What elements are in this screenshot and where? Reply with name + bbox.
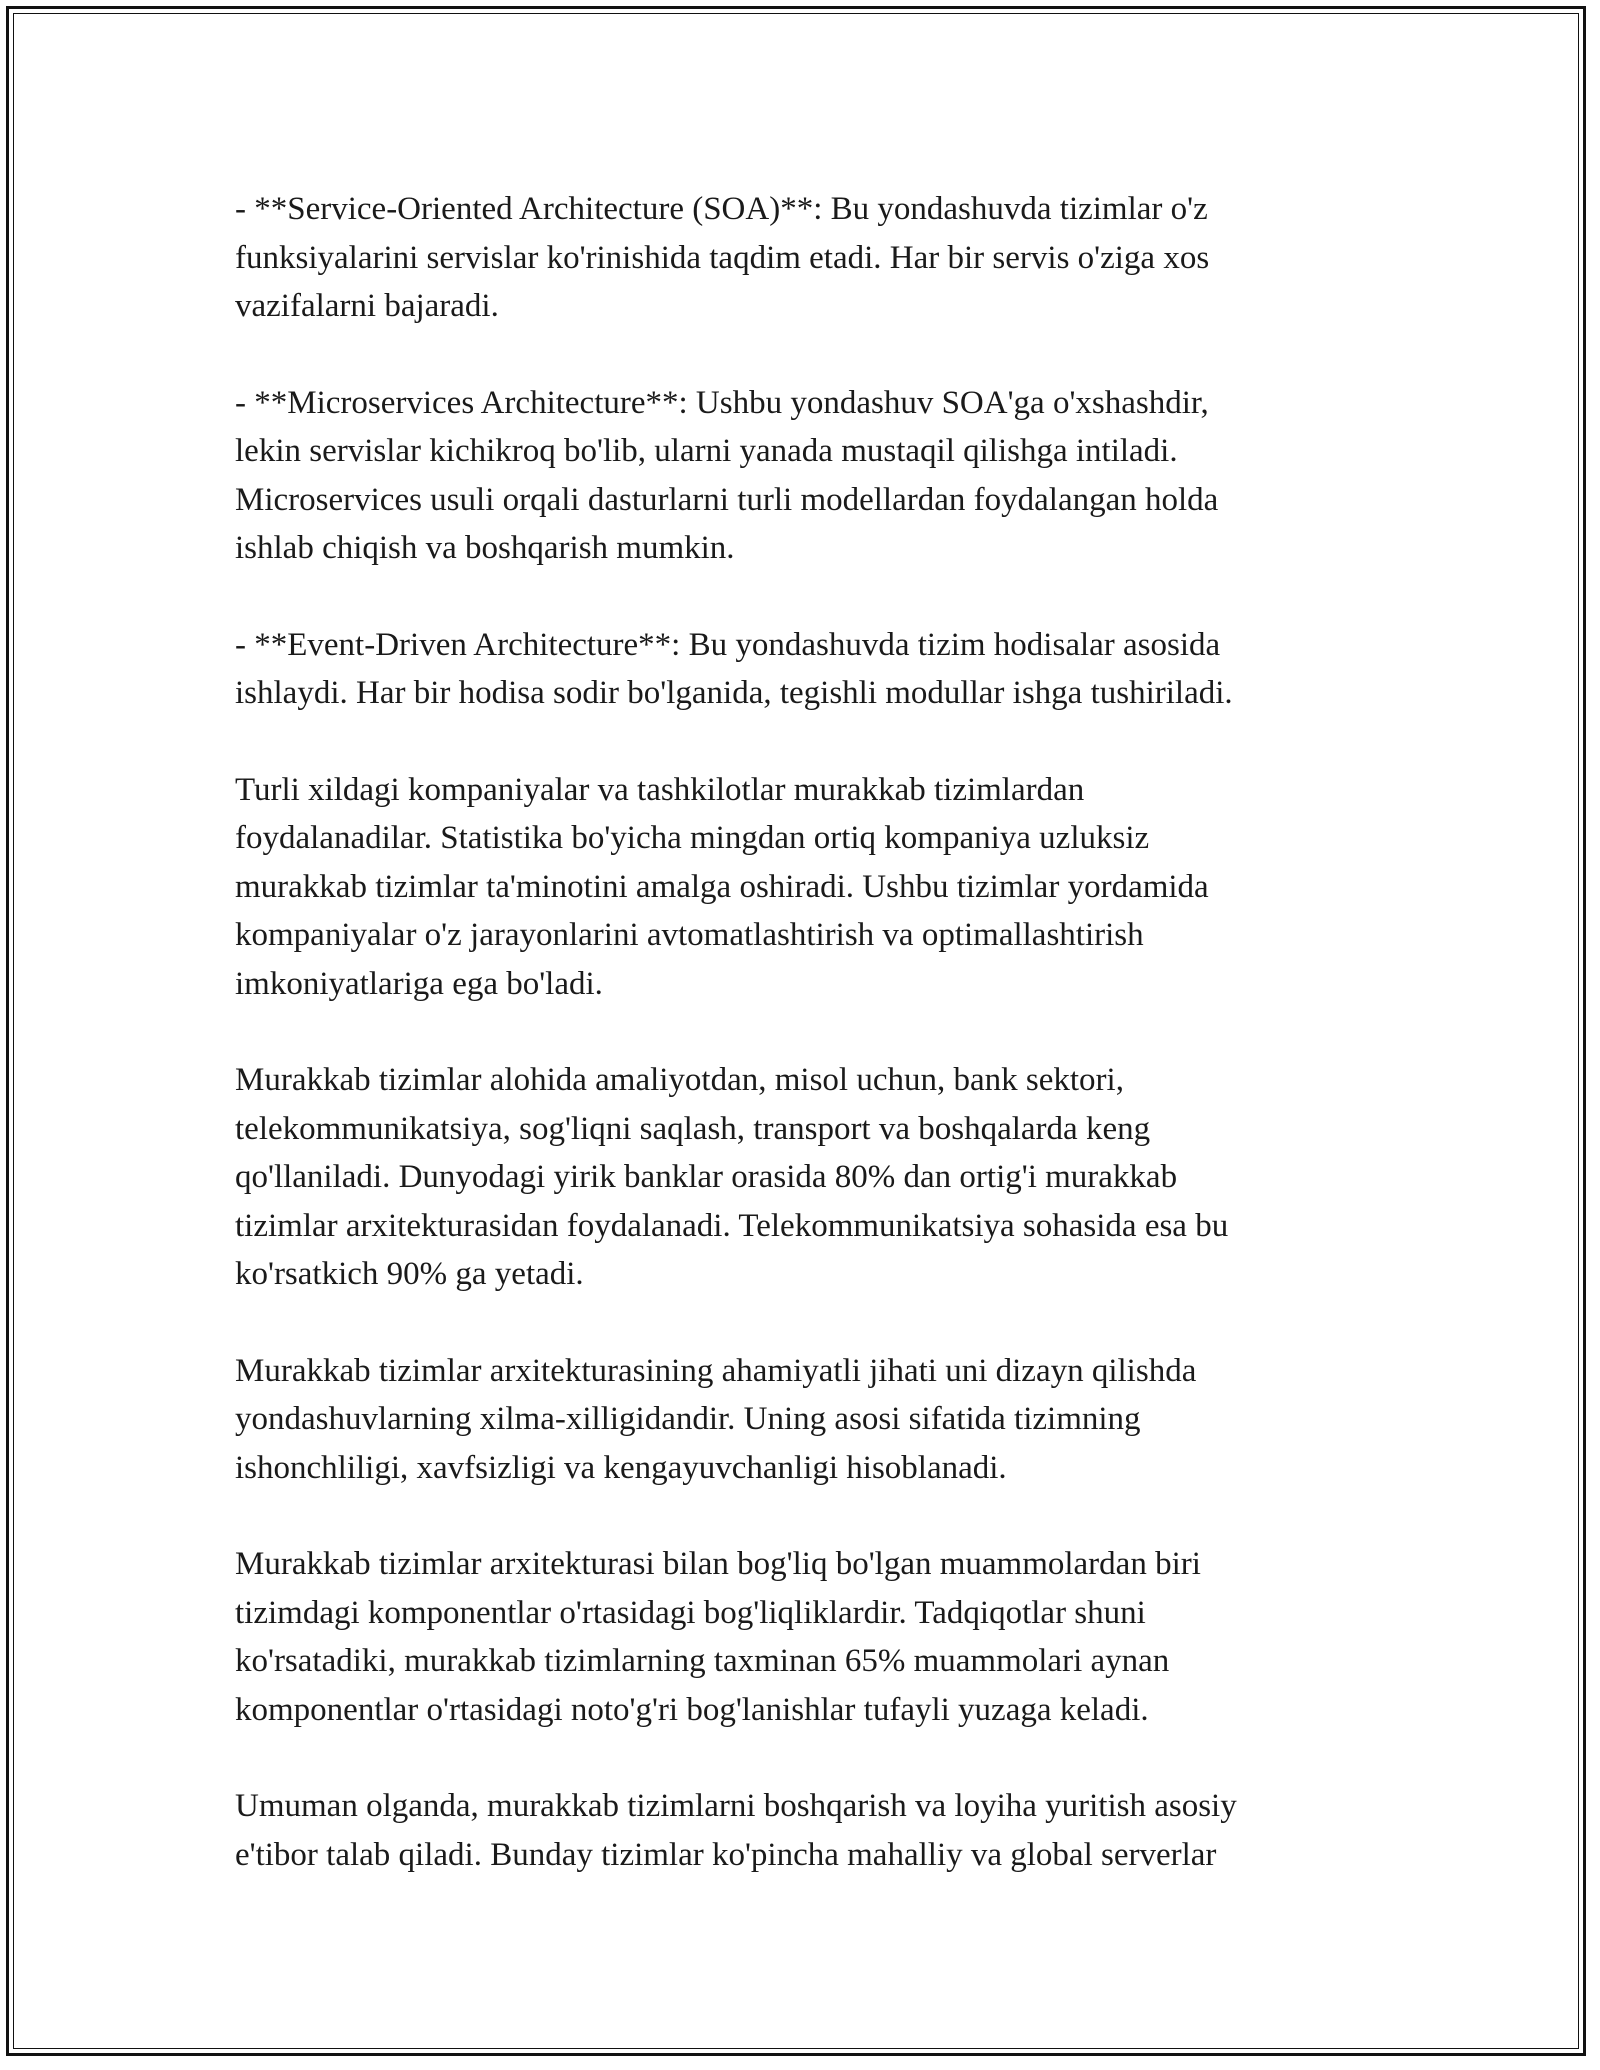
paragraph-conclusion: Umuman olganda, murakkab tizimlarni boshqarish va loyiha yuritish asosiy e'tibor talab qiladi. Bunday tizimlar ko'pincha mahalliy va global serverlar	[235, 1788, 1237, 1873]
paragraph-importance: Murakkab tizimlar arxitekturasining ahamiyatli jihati uni dizayn qilishda yondashuvlarning xilma-xilligidandir. Uning asosi sifatida tizimning ishonchliligi, xavfsizligi va kengayuvchanligi hisoblanadi.	[235, 1352, 1197, 1486]
paragraph-sectors: Murakkab tizimlar alohida amaliyotdan, misol uchun, bank sektori, telekommunikatsiya, sog'liqni saqlash, transport va boshqalarda keng qo'llaniladi. Dunyodagi yirik banklar orasida 80% dan ortig'i murakkab tizimlar arxitekturasidan foydalanadi. Telekommunikatsiya sohasida esa bu ko'rsatkich 90% ga yetadi.	[235, 1062, 1229, 1292]
document-body	[235, 185, 1365, 1927]
paragraph-problems: Murakkab tizimlar arxitekturasi bilan bog'liq bo'lgan muammolardan biri tizimdagi komponentlar o'rtasidagi bog'liqliklardir. Tadqiqotlar shuni ko'rsatadiki, murakkab tizimlarning taxminan 65% muammolari aynan komponentlar o'rtasidagi noto'g'ri bog'lanishlar tufayli yuzaga keladi.	[235, 1546, 1201, 1728]
paragraph-event-driven: - **Event-Driven Architecture**: Bu yondashuvda tizim hodisalar asosida ishlaydi. Har bir hodisa sodir bo'lganida, tegishli modullar ishga tushiriladi.	[235, 626, 1233, 711]
paragraph-soa: - **Service-Oriented Architecture (SOA)**: Bu yondashuvda tizimlar o'z funksiyalarini servislar ko'rinishida taqdim etadi. Har bir servis o'ziga xos vazifalarni bajaradi.	[235, 191, 1210, 324]
paragraph-companies: Turli xildagi kompaniyalar va tashkilotlar murakkab tizimlardan foydalanadilar. Statistika bo'yicha mingdan ortiq kompaniya uzluksiz murakkab tizimlar ta'minotini amalga oshiradi. Ushbu tizimlar yordamida kompaniyalar o'z jarayonlarini avtomatlashtirish va optimallashtirish imkoniyatlariga ega bo'ladi.	[235, 771, 1209, 1002]
paragraph-microservices: - **Microservices Architecture**: Ushbu yondashuv SOA'ga o'xshashdir, lekin servislar kichikroq bo'lib, ularni yanada mustaqil qilishga intiladi. Microservices usuli orqali dasturlarni turli modellardan foydalangan holda ishlab chiqish va boshqarish mumkin.	[235, 384, 1219, 566]
